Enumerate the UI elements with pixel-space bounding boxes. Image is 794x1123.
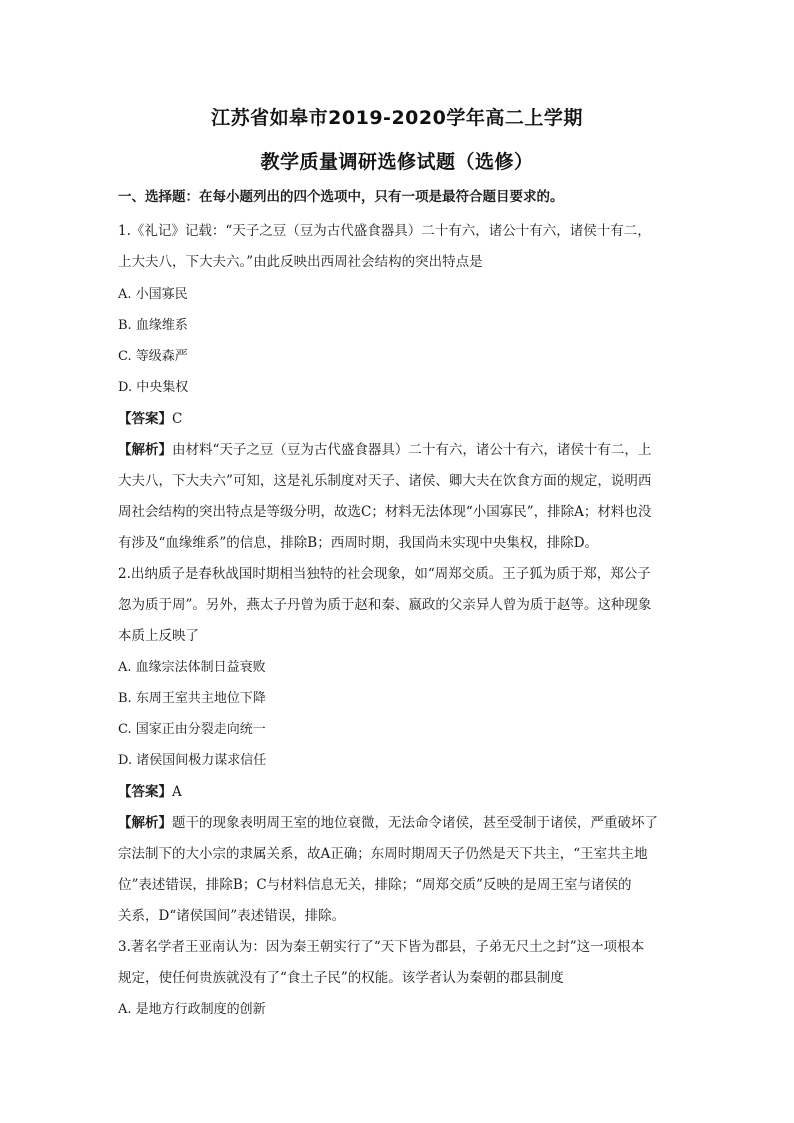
q1-analysis-line: 周社会结构的突出特点是等级分明，故选C；材料无法体现“小国寡民”，排除A；材料也没 [118, 504, 652, 520]
section-heading: 一、选择题：在每小题列出的四个选项中，只有一项是最符合题目要求的。 [118, 189, 564, 205]
q2-option-b: B. 东周王室共主地位下降 [118, 691, 266, 706]
q1-stem-line: 上大夫八，下大夫六。”由此反映出西周社会结构的突出特点是 [118, 254, 483, 270]
q2-option-c: C. 国家正由分裂走向统一 [118, 722, 266, 737]
analysis-tag: 【解析】 [118, 442, 172, 458]
q1-option-b: B. 血缘维系 [118, 318, 188, 333]
analysis-text: 题干的现象表明周王室的地位衰微，无法命令诸侯，甚至受制于诸侯，严重破坏了 [172, 815, 658, 831]
q1-option-c: C. 等级森严 [118, 349, 188, 364]
q2-stem-line: 本质上反映了 [118, 628, 199, 644]
answer-value: C [172, 411, 183, 427]
q2-stem-line: 2.出纳质子是春秋战国时期相当独特的社会现象，如“周郑交质。王子狐为质于郑，郑公子 [118, 566, 651, 582]
answer-value: A [172, 784, 182, 800]
q3-stem-line: 3.著名学者王亚南认为：因为秦王朝实行了“天下皆为郡县，子弟无尺土之封”这一项根本 [118, 939, 645, 955]
q2-analysis-line: 位”表述错误，排除B；C与材料信息无关，排除；“周郑交质”反映的是周王室与诸侯的 [118, 877, 632, 893]
q1-analysis-line: 有涉及“血缘维系”的信息，排除B；西周时期，我国尚未实现中央集权，排除D。 [118, 535, 599, 551]
answer-tag: 【答案】 [118, 784, 172, 800]
q1-analysis-line: 大夫八，下大夫六”可知，这是礼乐制度对天子、诸侯、卿大夫在饮食方面的规定，说明西 [118, 473, 652, 489]
analysis-text: 由材料“天子之豆（豆为古代盛食器具）二十有六，诸公十有六，诸侯十有二，上 [172, 442, 652, 458]
q3-option-a: A. 是地方行政制度的创新 [118, 1002, 266, 1017]
answer-tag: 【答案】 [118, 411, 172, 427]
q2-analysis-line [118, 811, 658, 831]
analysis-tag: 【解析】 [118, 815, 172, 831]
q2-option-d: D. 诸侯国间极力谋求信任 [118, 753, 267, 768]
page-title: 江苏省如皋市2019-2020学年高二上学期 [211, 107, 583, 129]
q2-stem-line: 忽为质于周”。另外，燕太子丹曾为质于赵和秦、嬴政的父亲异人曾为质于赵等。这种现象 [118, 597, 652, 613]
q1-stem-line: 1.《礼记》记载：“天子之豆（豆为古代盛食器具）二十有六，诸公十有六，诸侯十有二， [118, 223, 651, 239]
q3-stem-line: 规定，使任何贵族就没有了“食土子民”的权能。该学者认为秦朝的郡县制度 [118, 970, 564, 986]
q1-option-a: A. 小国寡民 [118, 287, 188, 302]
q2-answer [118, 780, 182, 800]
q1-option-d: D. 中央集权 [118, 380, 189, 395]
page-subtitle: 教学质量调研选修试题（选修） [260, 151, 534, 173]
q2-option-a: A. 血缘宗法体制日益衰败 [118, 660, 266, 675]
q2-analysis-line: 关系，D“诸侯国间”表述错误，排除。 [118, 908, 346, 924]
q2-analysis-line: 宗法制下的大小宗的隶属关系，故A正确；东周时期周天子仍然是天下共主，“王室共主地 [118, 846, 648, 862]
q1-answer [118, 407, 182, 427]
q1-analysis-line [118, 438, 651, 458]
